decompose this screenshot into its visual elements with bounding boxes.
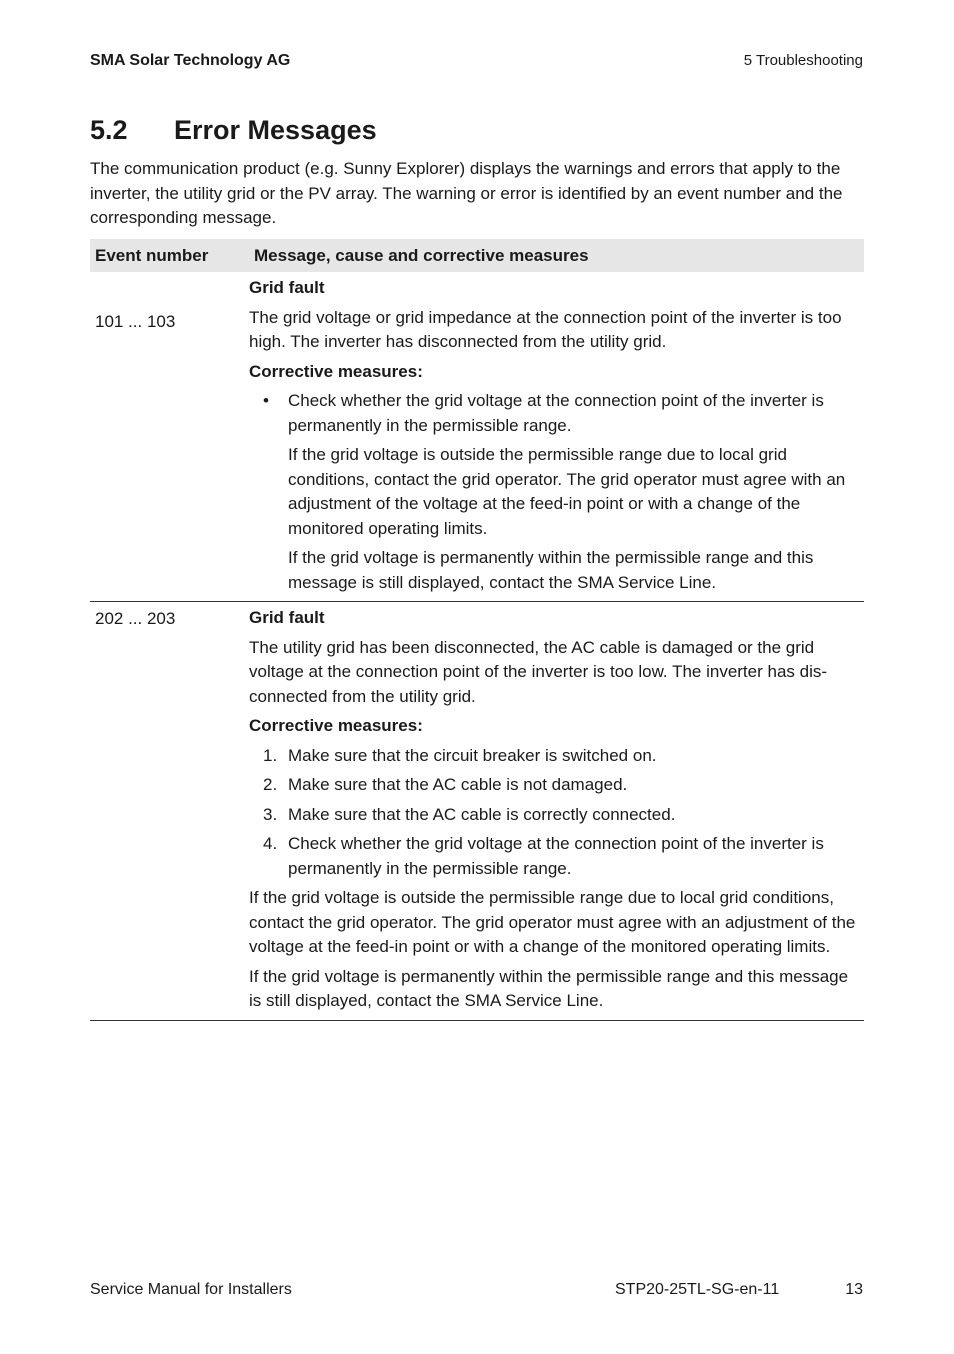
bullet-marker: • — [263, 391, 269, 410]
measure-step-text: Make sure that the circuit breaker is switched on. — [288, 745, 657, 765]
measure-note: If the grid voltage is outside the permissible range due to local grid conditions, contact the grid operator. The grid operator must agree with an adjustment of the voltage at the feed-in point or with a change of the monitored operating limits. — [288, 445, 846, 538]
message-cause: The grid voltage or grid impedance at the connection point of the inverter is too high. The inverter has disconnected from the utility grid. — [249, 307, 842, 351]
message-cell — [249, 602, 864, 1021]
step-number: 2. — [263, 775, 278, 794]
page-number: 13 — [845, 1281, 863, 1298]
footer-doc-id: STP20-25TL-SG-en-11 — [615, 1281, 780, 1298]
footer-doc-type: Service Manual for Installers — [90, 1281, 292, 1298]
measure-text: Check whether the grid voltage at the connection point of the inverter is permanently in the permissible range. — [288, 391, 824, 435]
measure-step-text: Make sure that the AC cable is correctly connected. — [288, 804, 676, 824]
corrective-measures-label: Corrective measures: — [249, 716, 423, 735]
measure-note: If the grid voltage is outside the permissible range due to local grid conditions, contact the grid operator. The grid operator must agree with an adjustment of the voltage at the feed-in point or with a change of the monitored operating limits. — [249, 888, 856, 956]
measure-note: If the grid voltage is permanently within the permissible range and this message is still displayed, contact the SMA Service Line. — [288, 548, 814, 592]
step-number: 4. — [263, 834, 278, 853]
header-chapter: 5 Troubleshooting — [743, 52, 863, 69]
measure-bullet-item — [249, 389, 864, 438]
measure-step-item — [249, 744, 864, 769]
message-cell — [249, 272, 864, 602]
measure-step-text: Make sure that the AC cable is not damaged. — [288, 775, 628, 794]
table-row — [90, 602, 864, 1021]
measure-step-item — [249, 832, 864, 881]
message-title: Grid fault — [249, 608, 325, 627]
section-title: Error Messages — [174, 115, 377, 145]
corrective-measures-label: Corrective measures: — [249, 361, 423, 381]
message-cause: The utility grid has been disconnected, the AC cable is damaged or the grid voltage at the connection point of the inverter is too low. The inverter has disconnected from the utility grid. — [249, 637, 828, 706]
measure-step-text: Check whether the grid voltage at the connection point of the inverter is permanently in the permissible range. — [288, 834, 824, 878]
error-messages-table — [90, 239, 864, 1021]
section-heading — [90, 115, 377, 146]
event-number-cell: 202 ... 203 — [95, 609, 176, 628]
column-header-message: Message, cause and corrective measures — [249, 239, 864, 272]
event-number-cell: 101 ... 103 — [95, 312, 176, 331]
section-intro: The communication product (e.g. Sunny Explorer) displays the warnings and errors that apply to the inverter, the utility grid or the PV array. The warning or error is identified by an event number and the corresponding message. — [90, 159, 843, 227]
measure-step-item — [249, 803, 864, 828]
section-number: 5.2 — [90, 115, 128, 145]
table-row — [90, 272, 864, 602]
step-number: 1. — [263, 745, 278, 765]
column-header-event-number: Event number — [90, 239, 249, 272]
header-company: SMA Solar Technology AG — [90, 52, 291, 69]
step-number: 3. — [263, 804, 278, 824]
table-header-row — [90, 239, 864, 272]
measure-note: If the grid voltage is permanently within the permissible range and this message is still displayed, contact the SMA Service Line. — [249, 966, 849, 1010]
measure-step-item — [249, 773, 864, 798]
message-title: Grid fault — [249, 278, 325, 297]
